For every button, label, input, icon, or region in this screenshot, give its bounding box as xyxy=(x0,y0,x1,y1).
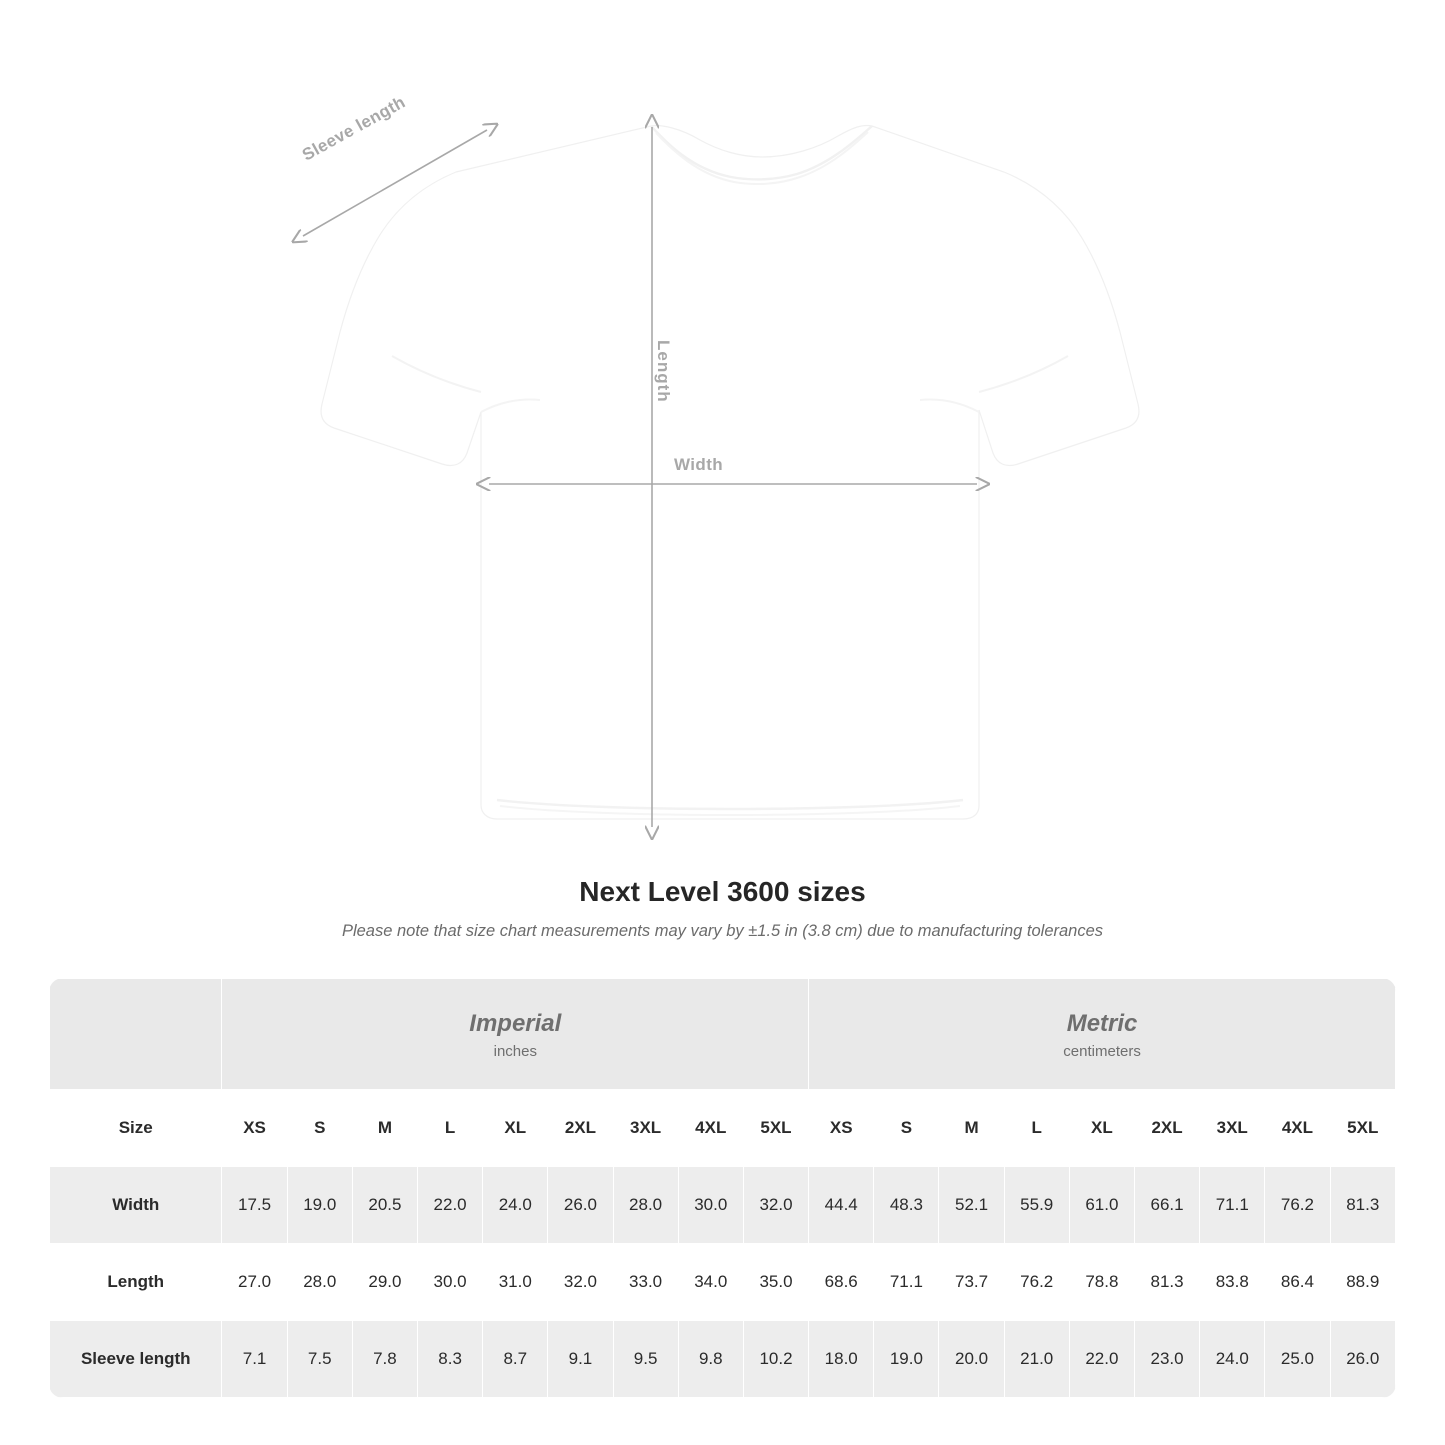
measure-cell: 44.4 xyxy=(809,1167,874,1244)
table-row xyxy=(50,1244,1396,1321)
size-cell: L xyxy=(1004,1090,1069,1167)
width-label: Width xyxy=(674,455,724,474)
measure-cell: 86.4 xyxy=(1265,1244,1330,1321)
measure-cell: 76.2 xyxy=(1004,1244,1069,1321)
size-cell: 3XL xyxy=(613,1090,678,1167)
size-cell: 2XL xyxy=(1134,1090,1199,1167)
table-row xyxy=(50,1321,1396,1398)
measure-cell: 30.0 xyxy=(418,1244,483,1321)
row-label-length: Length xyxy=(50,1244,222,1321)
measure-cell: 19.0 xyxy=(874,1321,939,1398)
measure-cell: 17.5 xyxy=(222,1167,287,1244)
sleeve-length-label: Sleeve length xyxy=(299,92,409,165)
measure-cell: 18.0 xyxy=(809,1321,874,1398)
measure-cell: 81.3 xyxy=(1134,1244,1199,1321)
measure-cell: 81.3 xyxy=(1330,1167,1396,1244)
measure-cell: 19.0 xyxy=(287,1167,352,1244)
measure-cell: 8.3 xyxy=(418,1321,483,1398)
measure-cell: 24.0 xyxy=(1200,1321,1265,1398)
measure-cell: 71.1 xyxy=(1200,1167,1265,1244)
page-title: Next Level 3600 sizes xyxy=(579,876,866,907)
measure-cell: 33.0 xyxy=(613,1244,678,1321)
tolerance-note: Please note that size chart measurements may vary by ±1.5 in (3.8 cm) due to manufacturing tolerances xyxy=(341,922,1104,940)
size-cell: S xyxy=(874,1090,939,1167)
measure-cell: 27.0 xyxy=(222,1244,287,1321)
size-table-container xyxy=(49,978,1396,1398)
size-cell: S xyxy=(287,1090,352,1167)
measure-cell: 34.0 xyxy=(678,1244,743,1321)
unit-group-metric-sub: centimeters xyxy=(1063,1042,1141,1060)
measure-cell: 20.0 xyxy=(939,1321,1004,1398)
size-row-label: Size xyxy=(50,1090,222,1167)
row-label-width: Width xyxy=(50,1167,222,1244)
size-cell: XS xyxy=(222,1090,287,1167)
measure-cell: 30.0 xyxy=(678,1167,743,1244)
measure-cell: 48.3 xyxy=(874,1167,939,1244)
size-cell: XS xyxy=(809,1090,874,1167)
measure-cell: 22.0 xyxy=(418,1167,483,1244)
measure-cell: 52.1 xyxy=(939,1167,1004,1244)
measure-cell: 68.6 xyxy=(809,1244,874,1321)
table-row xyxy=(50,1167,1396,1244)
measure-cell: 71.1 xyxy=(874,1244,939,1321)
measure-cell: 24.0 xyxy=(483,1167,548,1244)
measure-cell: 76.2 xyxy=(1265,1167,1330,1244)
size-cell: L xyxy=(418,1090,483,1167)
unit-group-imperial-sub: inches xyxy=(493,1042,537,1060)
size-cell: XL xyxy=(483,1090,548,1167)
size-cell: 4XL xyxy=(678,1090,743,1167)
measure-cell: 61.0 xyxy=(1069,1167,1134,1244)
measure-cell: 35.0 xyxy=(743,1244,808,1321)
size-cell: 2XL xyxy=(548,1090,613,1167)
measure-cell: 31.0 xyxy=(483,1244,548,1321)
measure-cell: 7.1 xyxy=(222,1321,287,1398)
measure-cell: 28.0 xyxy=(613,1167,678,1244)
size-cell: 5XL xyxy=(1330,1090,1396,1167)
measure-cell: 8.7 xyxy=(483,1321,548,1398)
measure-cell: 26.0 xyxy=(548,1167,613,1244)
size-cell: 4XL xyxy=(1265,1090,1330,1167)
length-label: Length xyxy=(654,340,673,403)
measure-cell: 7.8 xyxy=(352,1321,417,1398)
measure-cell: 22.0 xyxy=(1069,1321,1134,1398)
size-row xyxy=(50,1090,1396,1167)
unit-group-imperial xyxy=(222,979,809,1090)
measure-cell: 10.2 xyxy=(743,1321,808,1398)
measure-cell: 9.8 xyxy=(678,1321,743,1398)
measure-cell: 25.0 xyxy=(1265,1321,1330,1398)
measure-cell: 29.0 xyxy=(352,1244,417,1321)
unit-group-imperial-name: Imperial xyxy=(469,1009,562,1037)
measure-cell: 23.0 xyxy=(1134,1321,1199,1398)
measure-cell: 9.1 xyxy=(548,1321,613,1398)
measure-cell: 73.7 xyxy=(939,1244,1004,1321)
size-cell: XL xyxy=(1069,1090,1134,1167)
measure-cell: 78.8 xyxy=(1069,1244,1134,1321)
measure-cell: 28.0 xyxy=(287,1244,352,1321)
measure-cell: 83.8 xyxy=(1200,1244,1265,1321)
size-cell: 5XL xyxy=(743,1090,808,1167)
measure-cell: 55.9 xyxy=(1004,1167,1069,1244)
measure-cell: 66.1 xyxy=(1134,1167,1199,1244)
measure-cell: 32.0 xyxy=(743,1167,808,1244)
size-table xyxy=(49,978,1396,1398)
measure-cell: 20.5 xyxy=(352,1167,417,1244)
size-cell: M xyxy=(939,1090,1004,1167)
measure-cell: 26.0 xyxy=(1330,1321,1396,1398)
chart-heading xyxy=(0,876,1445,941)
row-label-sleeve-length: Sleeve length xyxy=(50,1321,222,1398)
measure-cell: 9.5 xyxy=(613,1321,678,1398)
unit-group-metric-name: Metric xyxy=(1066,1009,1138,1037)
measure-cell: 7.5 xyxy=(287,1321,352,1398)
unit-group-metric xyxy=(809,979,1396,1090)
unit-header-row xyxy=(50,979,1396,1090)
measure-cell: 32.0 xyxy=(548,1244,613,1321)
tshirt-shape xyxy=(321,125,1139,819)
unit-header-spacer xyxy=(50,979,222,1090)
measure-cell: 88.9 xyxy=(1330,1244,1396,1321)
measure-cell: 21.0 xyxy=(1004,1321,1069,1398)
size-cell: 3XL xyxy=(1200,1090,1265,1167)
size-cell: M xyxy=(352,1090,417,1167)
